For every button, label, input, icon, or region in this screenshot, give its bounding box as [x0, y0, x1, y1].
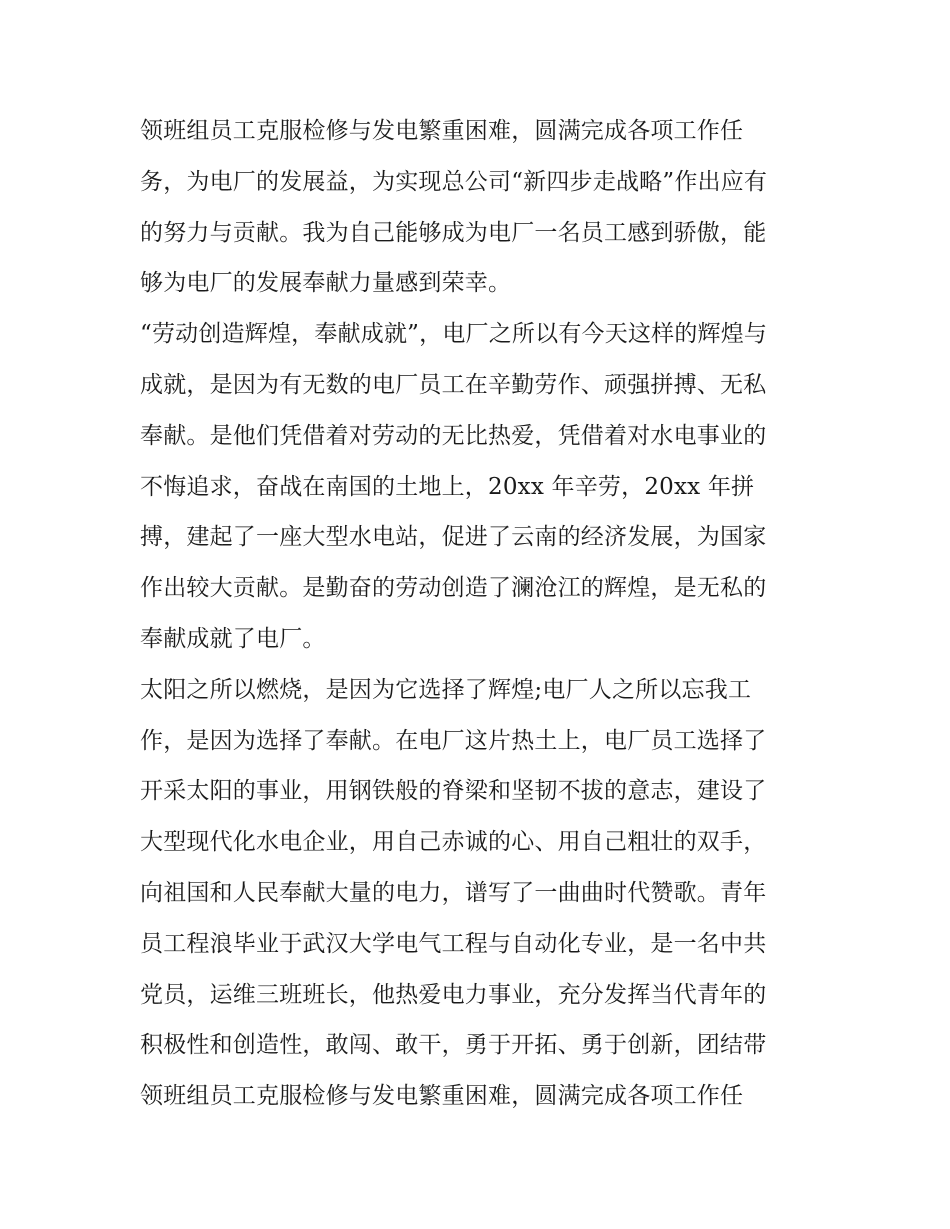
text-line: 不悔追求，奋战在南国的土地上，20xx 年辛劳，20xx 年拼	[140, 473, 755, 500]
text-line: 务，为电厂的发展益，为实现总公司“新四步走战略”作出应有	[140, 168, 768, 195]
text-line: 奉献。是他们凭借着对劳动的无比热爱，凭借着对水电事业的	[140, 422, 767, 449]
text-line: “劳动创造辉煌，奉献成就”，电厂之所以有今天这样的辉煌与	[140, 321, 768, 348]
text-line: 党员，运维三班班长，他热爱电力事业，充分发挥当代青年的	[140, 981, 767, 1008]
text-line: 领班组员工克服检修与发电繁重困难，圆满完成各项工作任	[140, 1083, 744, 1110]
text-line: 领班组员工克服检修与发电繁重困难，圆满完成各项工作任	[140, 118, 744, 144]
body-text	[140, 106, 820, 1122]
text-line: 够为电厂的发展奉献力量感到荣幸。	[140, 270, 512, 297]
text-line: 员工程浪毕业于武汉大学电气工程与自动化专业，是一名中共	[140, 930, 767, 957]
text-line: 开采太阳的事业，用钢铁般的脊梁和坚韧不拔的意志，建设了	[140, 778, 767, 805]
text-line: 奉献成就了电厂。	[140, 625, 326, 652]
text-line: 搏，建起了一座大型水电站，促进了云南的经济发展，为国家	[140, 524, 767, 551]
text-line: 向祖国和人民奉献大量的电力，谱写了一曲曲时代赞歌。青年	[140, 879, 767, 906]
text-line: 的努力与贡献。我为自己能够成为电厂一名员工感到骄傲，能	[140, 219, 767, 246]
text-line: 太阳之所以燃烧，是因为它选择了辉煌;电厂人之所以忘我工	[140, 676, 752, 703]
text-line: 作，是因为选择了奉献。在电厂这片热土上，电厂员工选择了	[140, 727, 767, 754]
text-line: 作出较大贡献。是勤奋的劳动创造了澜沧江的辉煌，是无私的	[140, 575, 767, 602]
text-line: 积极性和创造性，敢闯、敢干，勇于开拓、勇于创新，团结带	[140, 1032, 767, 1059]
text-line: 大型现代化水电企业，用自己赤诚的心、用自己粗壮的双手，	[140, 829, 767, 856]
text-line: 成就，是因为有无数的电厂员工在辛勤劳作、顽强拼搏、无私	[140, 371, 767, 398]
